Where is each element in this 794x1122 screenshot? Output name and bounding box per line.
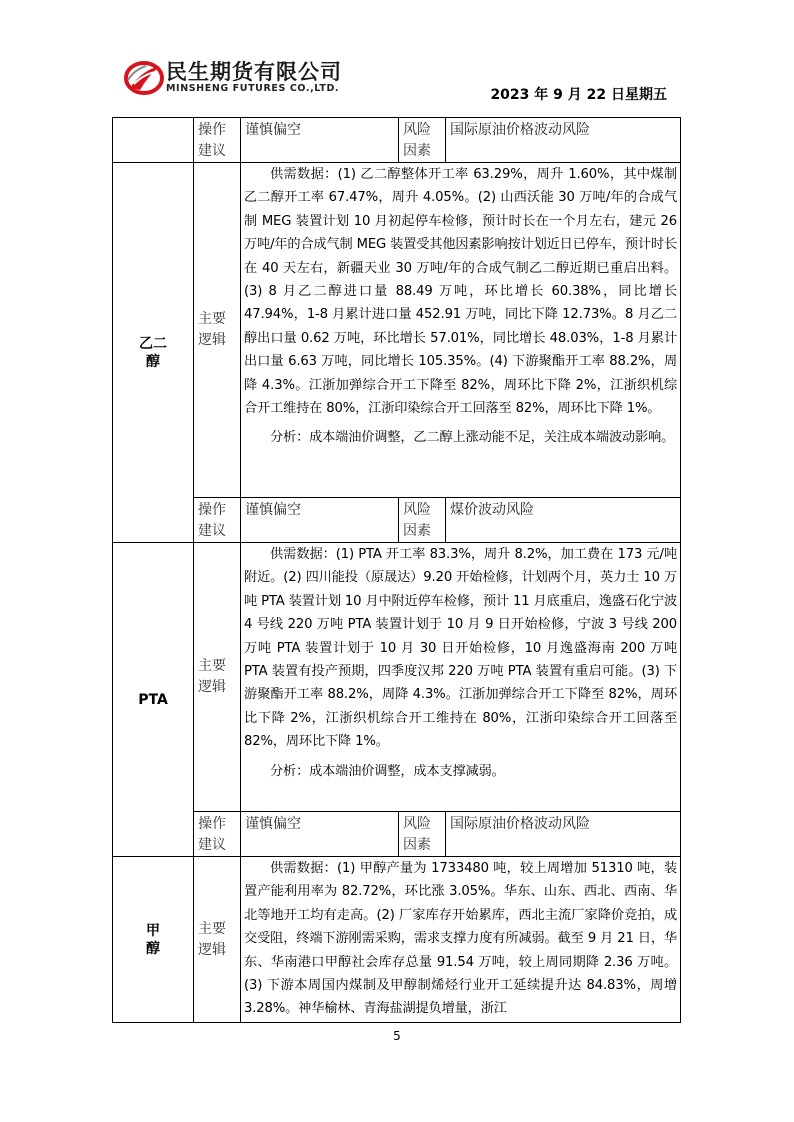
op-advice-label: 操作 建议 xyxy=(194,812,241,857)
risk-value: 煤价波动风险 xyxy=(446,498,681,543)
main-logic-label: 主要 逻辑 xyxy=(194,543,241,812)
supply-demand-paragraph: 供需数据：(1) PTA 开工率 83.3%，周升 8.2%，加工费在 173 元/吨附近。(2) 四川能投（原晟达）9.20 开始检修，计划两个月，英力士 10 万吨 PTA 装置计划 10 月中附近停车检修，预计 11 月底重启，逸盛石化宁波 4 号线 220 万吨 PTA 装置计划于 10 月 9 日开始检修，宁波 3 号线 200 万吨 PTA 装置计划于 10 月 30 日开始检修，10 月逸盛海南 200 万吨 PTA 装置有投产预期，四季度汉邦 220 万吨 PTA 装置有重启可能。(3) 下游聚酯开工率 88.2%，周降 4.3%。江浙加弹综合开工下降至 82%，周环比下降 2%，江浙织机综合开工维持在 80%，江浙印染综合开工回落至 82%，周环比下降 1%。 xyxy=(244,547,677,750)
main-logic-label: 主要 逻辑 xyxy=(194,163,241,498)
risk-label: 风险 因素 xyxy=(399,498,446,543)
page-number: 5 xyxy=(393,1029,401,1043)
supply-demand-paragraph: 供需数据：(1) 乙二醇整体开工率 63.29%，周升 1.60%，其中煤制乙二醇开工率 67.47%，周升 4.05%。(2) 山西沃能 30 万吨/年的合成气制 MEG 装置计划 10 月初起停车检修，预计时长在一个月左右，建元 26 万吨/年的合成气制 MEG 装置受其他因素影响按计划近日已停车，预计时长在 40 天左右，新疆天业 30 万吨/年的合成气制乙二醇近期已重启出料。(3) 8 月乙二醇进口量 88.49 万吨，环比增长 60.38%，同比增长 47.94%，1-8 月累计进口量 452.91 万吨，同比下降 12.73%。8 月乙二醇出口量 0.62 万吨，环比增长 57.01%，同比增长 48.03%，1-8 月累计出口量 6.63 万吨，同比增长 105.35%。(4) 下游聚酯开工率 88.2%，周降 4.3%。江浙加弹综合开工下降至 82%，周环比下降 2%，江浙织机综合开工维持在 80%，江浙印染综合开工回落至 82%，周环比下降 1%。 xyxy=(244,167,677,417)
category-methanol: 甲 醇 xyxy=(113,857,194,1023)
analysis-paragraph: 分析：成本端油价调整，成本支撑减弱。 xyxy=(270,763,505,779)
supply-demand-paragraph: 供需数据：(1) 甲醇产量为 1733480 吨，较上周增加 51310 吨，装置产能利用率为 82.72%，环比涨 3.05%。华东、山东、西北、西南、华北等地开工均有走高。(2) 厂家库存开始累库，西北主流厂家降价竞拍，成交受阻，终端下游刚需采购，需求支撑力度有所减弱。截至 9 月 21 日，华东、华南港口甲醇社会库存总量 91.54 万吨，较上周同期降 2.36 万吨。(3) 下游本周国内煤制及甲醇制烯烃行业开工延续提升达 84.83%，周增 3.28%。神华榆林、青海盐湖提负增量，浙江 xyxy=(244,861,677,1017)
table-row xyxy=(113,163,681,498)
risk-label: 风险 因素 xyxy=(399,812,446,857)
company-logo xyxy=(124,56,364,100)
table-row xyxy=(113,543,681,812)
op-advice-value: 谨慎偏空 xyxy=(241,812,399,857)
company-name-cn: 民生期货有限公司 xyxy=(166,60,342,84)
main-logic-label: 主要 逻辑 xyxy=(194,857,241,1023)
risk-value: 国际原油价格波动风险 xyxy=(446,118,681,163)
risk-label: 风险 因素 xyxy=(399,118,446,163)
table-row xyxy=(113,812,681,857)
analysis-paragraph: 分析：成本端油价调整，乙二醇上涨动能不足，关注成本端波动影响。 xyxy=(270,430,675,446)
op-advice-value: 谨慎偏空 xyxy=(241,498,399,543)
main-logic-content xyxy=(241,857,681,1023)
category-ethylene-glycol: 乙二 醇 xyxy=(113,163,194,543)
main-logic-content xyxy=(241,163,681,498)
company-name-en: MINSHENG FUTURES CO.,LTD. xyxy=(166,83,340,94)
report-date: 2023 年 9 月 22 日星期五 xyxy=(490,87,667,103)
table-row xyxy=(113,498,681,543)
op-advice-label: 操作 建议 xyxy=(194,498,241,543)
commodity-analysis-table xyxy=(112,117,681,1023)
category-cell-empty xyxy=(113,118,194,163)
main-logic-content xyxy=(241,543,681,812)
minsheng-logo-icon xyxy=(124,58,164,98)
op-advice-value: 谨慎偏空 xyxy=(241,118,399,163)
table-row xyxy=(113,118,681,163)
table-row xyxy=(113,857,681,1023)
risk-value: 国际原油价格波动风险 xyxy=(446,812,681,857)
op-advice-label: 操作 建议 xyxy=(194,118,241,163)
category-pta: PTA xyxy=(113,543,194,857)
